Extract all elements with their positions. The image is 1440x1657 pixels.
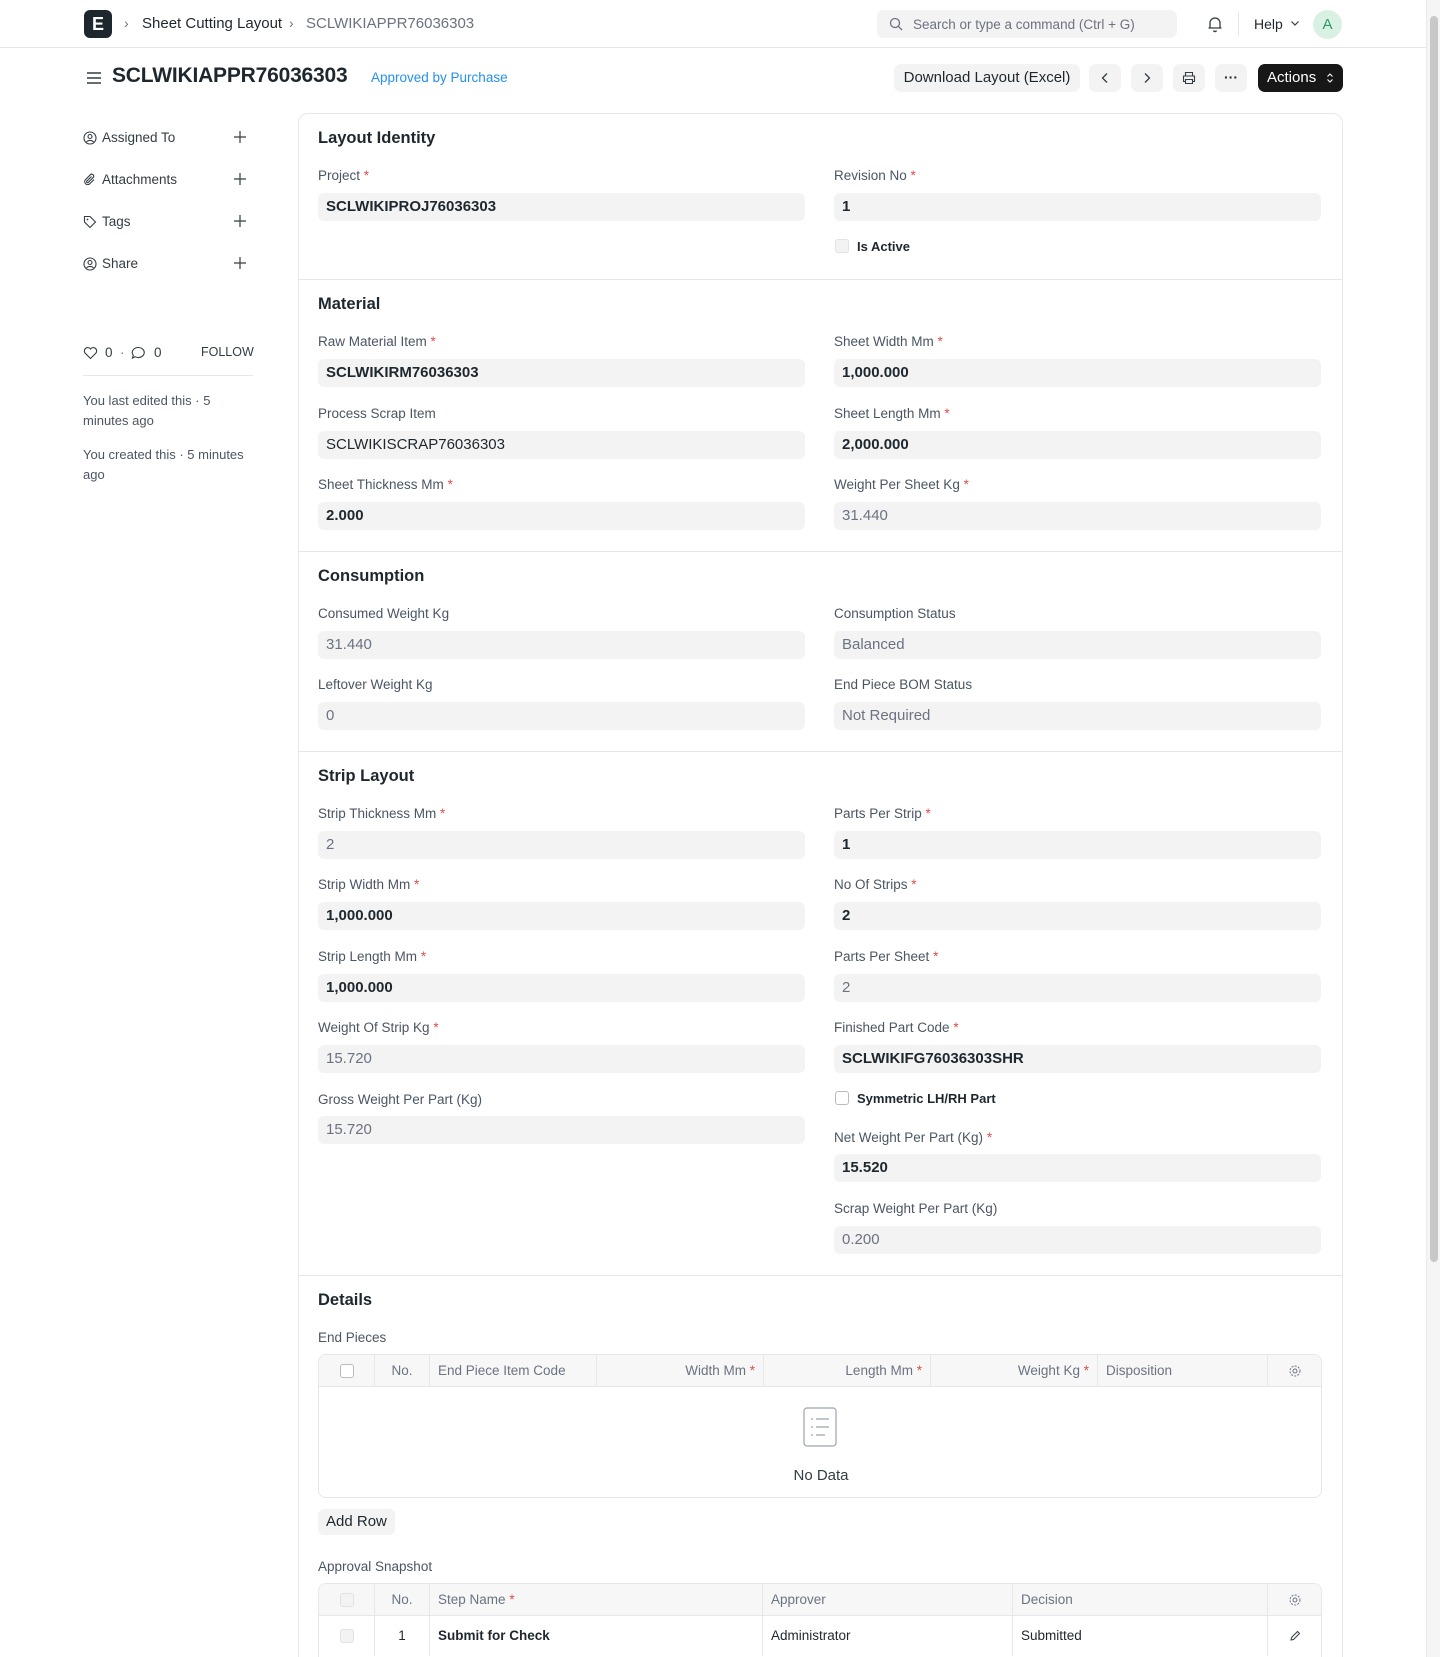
strip-thickness-field: 2 xyxy=(318,831,805,859)
column-settings[interactable] xyxy=(1267,1355,1322,1387)
finished-part-code-field[interactable]: SCLWIKIFG76036303SHR xyxy=(834,1045,1321,1073)
table-header xyxy=(319,1355,1322,1387)
heart-icon[interactable] xyxy=(83,346,98,360)
sidebar-item-label: Share xyxy=(102,256,139,271)
gear-icon[interactable] xyxy=(1288,1364,1302,1378)
breadcrumb-separator: › xyxy=(124,15,129,31)
navbar-divider xyxy=(1238,12,1239,36)
net-weight-per-part-field[interactable]: 15.520 xyxy=(834,1154,1321,1182)
field-label: Leftover Weight Kg xyxy=(318,677,433,692)
field-label: Scrap Weight Per Part (Kg) xyxy=(834,1201,998,1216)
symmetric-part-label: Symmetric LH/RH Part xyxy=(857,1091,996,1106)
leftover-weight-field: 0 xyxy=(318,702,805,730)
is-active-label: Is Active xyxy=(857,239,910,254)
select-all-checkbox[interactable] xyxy=(340,1593,354,1607)
raw-material-item-field[interactable]: SCLWIKIRM76036303 xyxy=(318,359,805,387)
field-label: Parts Per Strip * xyxy=(834,806,931,821)
field-label: Finished Part Code * xyxy=(834,1020,959,1035)
sheet-length-field[interactable]: 2,000.000 xyxy=(834,431,1321,459)
empty-state xyxy=(319,1387,1322,1497)
approval-snapshot-label: Approval Snapshot xyxy=(318,1559,433,1574)
likes-count: 0 xyxy=(105,345,113,360)
row-checkbox[interactable] xyxy=(340,1629,354,1643)
project-field[interactable]: SCLWIKIPROJ76036303 xyxy=(318,193,805,221)
consumption-status-field: Balanced xyxy=(834,631,1321,659)
plus-icon[interactable] xyxy=(233,172,247,186)
share-icon xyxy=(83,257,97,271)
field-label: Net Weight Per Part (Kg) * xyxy=(834,1130,993,1145)
field-label: Parts Per Sheet * xyxy=(834,949,939,964)
end-pieces-table xyxy=(318,1354,1322,1498)
section-title-layout-identity: Layout Identity xyxy=(318,129,436,147)
column-header-width-mm: Width Mm * xyxy=(596,1355,763,1387)
field-label: Raw Material Item * xyxy=(318,334,436,349)
cell-no: 1 xyxy=(374,1616,429,1656)
section-divider xyxy=(298,751,1343,752)
table-header xyxy=(319,1584,1322,1616)
field-label: Sheet Length Mm * xyxy=(834,406,950,421)
symmetric-part-checkbox[interactable] xyxy=(835,1091,849,1105)
revision-no-field[interactable]: 1 xyxy=(834,193,1321,221)
no-data-text: No Data xyxy=(793,1467,849,1484)
section-title-details: Details xyxy=(318,1291,373,1309)
scrollbar[interactable] xyxy=(1426,0,1440,1657)
field-label: Weight Of Strip Kg * xyxy=(318,1020,439,1035)
assign-icon xyxy=(83,131,97,145)
chevron-left-icon xyxy=(1098,71,1112,85)
section-title-strip-layout: Strip Layout xyxy=(318,767,415,785)
field-label: End Piece BOM Status xyxy=(834,677,973,692)
sidebar-divider xyxy=(83,375,253,376)
strip-length-field[interactable]: 1,000.000 xyxy=(318,974,805,1002)
app-logo[interactable]: E xyxy=(84,10,112,38)
navbar xyxy=(0,0,1426,48)
section-divider xyxy=(298,279,1343,280)
cell-step-name[interactable]: Submit for Check xyxy=(429,1616,762,1656)
process-scrap-item-field[interactable]: SCLWIKISCRAP76036303 xyxy=(318,431,805,459)
table-row[interactable] xyxy=(319,1616,1322,1656)
comment-icon[interactable] xyxy=(131,346,146,360)
column-header-decision: Decision xyxy=(1012,1584,1267,1616)
field-label: Project * xyxy=(318,168,370,183)
field-label: Consumption Status xyxy=(834,606,956,621)
download-layout-button[interactable]: Download Layout (Excel) xyxy=(894,64,1080,92)
column-header-step-name: Step Name * xyxy=(429,1584,762,1616)
section-divider xyxy=(298,551,1343,552)
pencil-icon[interactable] xyxy=(1289,1630,1301,1642)
sidebar-item-label: Assigned To xyxy=(102,130,176,145)
gross-weight-per-part-field: 15.720 xyxy=(318,1116,805,1144)
field-label: Sheet Width Mm * xyxy=(834,334,943,349)
section-divider xyxy=(298,1275,1343,1276)
likes-comments-bar xyxy=(83,343,253,363)
gear-icon[interactable] xyxy=(1288,1593,1302,1607)
printer-icon xyxy=(1182,71,1196,85)
field-label: Strip Width Mm * xyxy=(318,877,420,892)
field-label: Consumed Weight Kg xyxy=(318,606,450,621)
approval-snapshot-table xyxy=(318,1583,1322,1657)
end-piece-bom-status-field: Not Required xyxy=(834,702,1321,730)
sidebar-item-share[interactable] xyxy=(83,254,253,274)
scrollbar-thumb[interactable] xyxy=(1430,16,1438,1262)
row-edit[interactable] xyxy=(1267,1616,1322,1656)
paperclip-icon xyxy=(83,173,97,187)
weight-of-strip-field: 15.720 xyxy=(318,1045,805,1073)
column-header-length-mm: Length Mm * xyxy=(763,1355,930,1387)
breadcrumb-separator: › xyxy=(289,15,294,31)
plus-icon[interactable] xyxy=(233,256,247,270)
section-title-material: Material xyxy=(318,295,381,313)
plus-icon[interactable] xyxy=(233,130,247,144)
last-edited-info: You last edited this · 5 minutes ago xyxy=(83,393,211,428)
field-label: No Of Strips * xyxy=(834,877,917,892)
sheet-thickness-field[interactable]: 2.000 xyxy=(318,502,805,530)
empty-list-icon xyxy=(803,1407,837,1447)
column-header-weight-kg: Weight Kg * xyxy=(930,1355,1097,1387)
more-options-button[interactable]: ··· xyxy=(1215,64,1247,92)
column-header-approver: Approver xyxy=(762,1584,1012,1616)
column-settings[interactable] xyxy=(1267,1584,1322,1616)
field-label: Revision No * xyxy=(834,168,916,183)
search-input[interactable] xyxy=(877,10,1177,38)
plus-icon[interactable] xyxy=(233,214,247,228)
print-button[interactable] xyxy=(1173,64,1205,92)
bell-icon[interactable] xyxy=(1205,14,1225,34)
select-all-checkbox[interactable] xyxy=(340,1364,354,1378)
column-header-end-piece-item-code: End Piece Item Code xyxy=(429,1355,596,1387)
status-badge: Approved by Purchase xyxy=(371,70,508,85)
strip-width-field[interactable]: 1,000.000 xyxy=(318,902,805,930)
scrap-weight-per-part-field: 0.200 xyxy=(834,1226,1321,1254)
column-header-no: No. xyxy=(374,1584,429,1616)
page-title: SCLWIKIAPPR76036303 xyxy=(112,64,348,87)
chevron-right-icon xyxy=(1140,71,1154,85)
search-icon xyxy=(889,17,903,31)
breadcrumb-doctype[interactable]: Sheet Cutting Layout xyxy=(142,15,283,32)
next-doc-button[interactable] xyxy=(1131,64,1163,92)
separator-dot: · xyxy=(120,345,125,360)
sidebar-item-assigned-to[interactable] xyxy=(83,128,253,148)
field-label: Weight Per Sheet Kg * xyxy=(834,477,969,492)
comments-count: 0 xyxy=(154,345,162,360)
consumed-weight-field: 31.440 xyxy=(318,631,805,659)
sidebar-item-tags[interactable] xyxy=(83,212,253,232)
chevron-up-down-icon xyxy=(1326,73,1334,83)
sheet-width-field[interactable]: 1,000.000 xyxy=(834,359,1321,387)
hamburger-icon[interactable] xyxy=(86,70,102,86)
actions-label: Actions xyxy=(1267,69,1317,86)
field-label: Strip Length Mm * xyxy=(318,949,427,964)
column-header-disposition: Disposition xyxy=(1097,1355,1267,1387)
follow-button[interactable]: FOLLOW xyxy=(201,345,254,359)
field-label: Gross Weight Per Part (Kg) xyxy=(318,1092,483,1107)
cell-decision[interactable]: Submitted xyxy=(1012,1616,1267,1656)
field-label: Strip Thickness Mm * xyxy=(318,806,446,821)
avatar[interactable]: A xyxy=(1313,10,1342,39)
is-active-checkbox[interactable] xyxy=(835,239,849,253)
parts-per-strip-field[interactable]: 1 xyxy=(834,831,1321,859)
sidebar-item-label: Tags xyxy=(102,214,131,229)
weight-per-sheet-field: 31.440 xyxy=(834,502,1321,530)
add-row-button[interactable]: Add Row xyxy=(318,1509,395,1535)
created-info: You created this · 5 minutes ago xyxy=(83,447,244,482)
end-pieces-label: End Pieces xyxy=(318,1330,387,1345)
cell-approver[interactable]: Administrator xyxy=(762,1616,1012,1656)
sidebar-item-attachments[interactable] xyxy=(83,170,253,190)
search-placeholder: Search or type a command (Ctrl + G) xyxy=(913,17,1135,32)
breadcrumb-document[interactable]: SCLWIKIAPPR76036303 xyxy=(306,15,475,32)
chevron-down-icon[interactable] xyxy=(1290,18,1300,28)
actions-button[interactable] xyxy=(1258,64,1343,92)
previous-doc-button[interactable] xyxy=(1089,64,1121,92)
tag-icon xyxy=(83,215,97,229)
section-title-consumption: Consumption xyxy=(318,567,425,585)
field-label: Sheet Thickness Mm * xyxy=(318,477,453,492)
no-of-strips-field[interactable]: 2 xyxy=(834,902,1321,930)
sidebar-item-label: Attachments xyxy=(102,172,178,187)
field-label: Process Scrap Item xyxy=(318,406,436,421)
parts-per-sheet-field: 2 xyxy=(834,974,1321,1002)
column-header-no: No. xyxy=(374,1355,429,1387)
help-menu[interactable]: Help xyxy=(1254,16,1283,32)
